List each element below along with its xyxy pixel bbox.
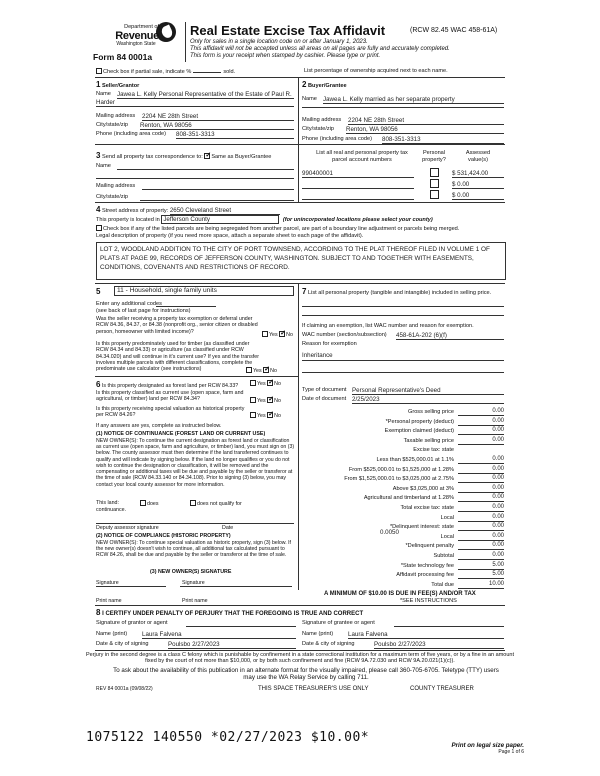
local-rate-field[interactable]: 0.0050	[380, 529, 399, 536]
assessed-value-1[interactable]: $ 531,424.00	[452, 170, 504, 178]
county-row: This property is located in Jefferson County (for unincorporated locations please select your county)	[96, 216, 433, 223]
q-current-use: Is this property classified as current use (open space, farm and agricultural, or timber) land per RCW 84.34?	[96, 390, 244, 403]
q-forest-options: Yes ✓ No	[250, 380, 298, 387]
calc-value-field[interactable]: 0.00	[458, 514, 504, 522]
notice-compliance-text: NEW OWNER(S): To continue special valuation as historic property, sign (3) below. If the new owner(s) doesn't wish to continue, all additional tax calculated pursuant to RCW 84.26, shall be due and payable by the seller or transferor at the time of sale.	[96, 540, 291, 559]
calc-value-field[interactable]: 0.00	[458, 475, 504, 483]
deputy-signature-label: Deputy assessor signature	[96, 525, 159, 531]
ownership-note: List percentage of ownership acquired next to each name.	[304, 68, 448, 74]
q-timber-options: Yes ✓ No	[246, 367, 296, 374]
doc-date-row: Date of document 2/25/2023	[302, 396, 504, 403]
exemption-yes-checkbox[interactable]	[262, 331, 268, 337]
partial-sale-row: Check box if partial sale, indicate % sold.	[96, 68, 276, 76]
grantor-signature-field[interactable]	[186, 620, 296, 627]
calc-value-field[interactable]: 0.00	[458, 542, 504, 550]
calc-label: Subtotal	[433, 553, 454, 559]
calc-label: *Personal property (deduct)	[385, 418, 454, 425]
calc-value-field[interactable]: 0.00	[458, 504, 504, 512]
calc-value-field[interactable]: 10.00	[458, 581, 504, 589]
forest-yes-checkbox[interactable]	[250, 380, 256, 386]
calc-value-field[interactable]	[458, 446, 504, 454]
corr-name-row: Name	[96, 163, 294, 170]
legal-description-field[interactable]: LOT 2, WOODLAND ADDITION TO THE CITY OF PORT TOWNSEND, ACCORDING TO THE PLAT THEREOF FILED IN VOLUME 1 OF PLATS AT PAGE 99, RECORDS OF JEFFERSON COUNTY, WASHINGTON. SUBJECT TO AND TOGETHER WITH EASEMENTS, CONDITIONS, COVENANTS AND RESTRICTIONS OF RECORD.	[96, 242, 506, 280]
parcel-number-1[interactable]: 990400001	[302, 170, 414, 178]
calc-label: Taxable selling price	[403, 437, 454, 444]
notice-continuance-text: NEW OWNER(S): To continue the current designation as forest land or classification as current use (open space, farm and agriculture, or timber) land, you must sign on (3) below. The county assessor must then determine if the land transferred continues to qualify and will indicate by signing below. If the land no longer qualifies or you do not wish to continue the designation or classification, it will be removed and the compensating or additional taxes will be due and payable by the seller or transferor at the time of sale (RCW 84.33.140 or 84.34.108). Prior to signing (3) below, you may contact your local county assessor for more information.	[96, 438, 295, 488]
current-use-no-checkbox[interactable]	[267, 397, 273, 403]
seller-name-field[interactable]: Jawea L. Kelly Personal Representative of the Estate of Paul R.	[117, 91, 294, 99]
calc-label: Local	[440, 514, 454, 521]
q-forest: 6 Is this property designated as forest land per RCW 84.33?	[96, 380, 239, 389]
grantee-name-field[interactable]: Laura Falvena	[348, 631, 504, 639]
calc-value-field[interactable]: 0.00	[458, 408, 504, 416]
county-select[interactable]: Jefferson County	[161, 215, 279, 224]
grantor-name-field[interactable]: Laura Falvena	[142, 631, 296, 639]
revenue-logo-text: Revenue	[115, 30, 159, 42]
historic-yes-checkbox[interactable]	[250, 412, 256, 418]
exemption-claim-label: If claiming an exemption, list WAC number and reason for exemption.	[302, 323, 474, 329]
revision-label: REV 84 0001a (09/08/22)	[96, 686, 153, 692]
corr-name-field[interactable]	[117, 163, 294, 170]
timber-no-checkbox[interactable]	[263, 367, 269, 373]
buyer-city-field[interactable]: Renton, WA 98056	[346, 126, 504, 134]
add-codes-row: Enter any additional codes	[96, 301, 294, 308]
calc-value-field[interactable]: 0.00	[458, 418, 504, 426]
reason-label: Reason for exemption	[302, 341, 357, 347]
cashier-stamp: 1075122 140550 *02/27/2023 $10.00*	[86, 730, 370, 745]
forest-no-checkbox[interactable]	[267, 380, 273, 386]
street-address-field[interactable]: 2650 Cleveland Street	[170, 207, 280, 215]
calc-label: *State technology fee	[400, 562, 454, 569]
calc-label: Less than $525,000.01 at 1.1%	[376, 457, 454, 463]
grantor-name-row: Name (print) Laura Falvena	[96, 631, 296, 638]
assessed-col-header: Assessed value(s)	[465, 150, 491, 163]
deputy-date-label: Date	[222, 525, 234, 531]
calc-value-field[interactable]: 0.00	[458, 456, 504, 464]
doc-type-row: Type of document Personal Representative's Deed	[302, 387, 504, 394]
note-3: This form is your receipt when stamped by cashier. Please type or print.	[190, 53, 381, 59]
exemption-no-checkbox[interactable]	[279, 331, 285, 337]
calc-value-field[interactable]: 0.00	[458, 485, 504, 493]
q-current-use-options: Yes ✓ No	[250, 397, 298, 404]
legal-paper-note: Print on legal size paper.	[451, 742, 524, 749]
personal-property-label: 7 List all personal property (tangible and intangible) included in selling price.	[302, 287, 492, 296]
corr-mail-row: Mailing address	[96, 183, 294, 190]
grantee-signature-field[interactable]	[394, 620, 504, 627]
seller-phone-field[interactable]: 808-351-3313	[176, 131, 294, 139]
buyer-phone-row: Phone (including area code) 808-351-3313	[302, 136, 504, 143]
dept-label: Department of	[124, 24, 159, 30]
grantee-date-city-field[interactable]: Poulsbo 2/27/2023	[374, 641, 504, 649]
correspondence-row: 3 Send all property tax correspondence to: ✓ Same as Buyer/Grantee	[96, 151, 296, 161]
buyer-heading: 2 Buyer/Grantee	[302, 80, 347, 89]
calc-label: Excise tax: state	[413, 447, 454, 454]
buyer-city-row: City/state/zip Renton, WA 98056	[302, 126, 504, 133]
assessed-value-3[interactable]: $ 0.00	[452, 192, 504, 200]
page-number: Page 1 of 6	[498, 749, 524, 755]
reason-field[interactable]: Inheritance	[302, 352, 504, 361]
land-use-select[interactable]: 11 - Household, single family units	[114, 286, 294, 296]
wac-number-field[interactable]: 458-61A-202 (6)(f)	[396, 332, 504, 340]
seller-name-row: Name Jawea L. Kelly Personal Representative of the Estate of Paul R.	[96, 91, 294, 98]
calc-label: Above $3,025,000 at 3%	[392, 485, 454, 492]
calc-label: *Delinquent penalty	[405, 543, 454, 550]
note-1: Only for sales in a single location code on or after January 1, 2023.	[190, 39, 368, 45]
form-title: Real Estate Excise Tax Affidavit	[190, 23, 386, 38]
document-type-field[interactable]: Personal Representative's Deed	[352, 387, 504, 395]
corr-city-field[interactable]	[140, 194, 294, 201]
calc-label: Affidavit processing fee	[396, 572, 454, 579]
see-back-note: (see back of last page for instructions)	[96, 308, 191, 314]
minimum-notice: A MINIMUM OF $10.00 IS DUE IN FEE(S) AND/OR TAX	[324, 591, 476, 597]
parcel-number-3[interactable]	[302, 192, 414, 200]
q-timber: Is this property predominately used for timber (as classified under RCW 84.34 and 84.33) or agriculture (as classified under RCW 84.34.020) and will continue in it's current use? If yes and the transfer involves multiple parcels with different classifications, complete the predominate use calculator (see instructions)	[96, 341, 259, 372]
calc-value-field[interactable]: 0.00	[458, 437, 504, 445]
seller-city-row: City/state/zip Renton, WA 98056	[96, 122, 294, 129]
wac-row: WAC number (section/subsection) 458-61A-202 (6)(f)	[302, 332, 504, 339]
segregated-checkbox[interactable]	[96, 225, 102, 231]
owner-print-label-2: Print name	[182, 598, 208, 604]
new-owner-signature-heading: (3) NEW OWNER(S) SIGNATURE	[150, 569, 232, 575]
calc-label: Total excise tax: state	[400, 505, 454, 511]
owner-print-label: Print name	[96, 598, 122, 604]
seller-name-field-2[interactable]: Harder	[96, 99, 294, 107]
calc-value-field[interactable]: 5.00	[458, 571, 504, 579]
see-instructions: *SEE INSTRUCTIONS	[400, 598, 457, 604]
grantor-date-city-field[interactable]: Poulsbo 2/27/2023	[168, 641, 296, 649]
calc-label: *Delinquent interest: state	[389, 524, 454, 531]
street-row: 4 Street address of property: 2650 Cleveland Street	[96, 205, 280, 215]
calc-label: Total due	[431, 581, 454, 588]
calc-value-field[interactable]: 5.00	[458, 562, 504, 570]
continuance-label: continuance.	[96, 507, 127, 513]
calc-label: From $1,525,000.01 to $3,025,000 at 2.75%	[344, 476, 454, 483]
calc-label: Local	[440, 533, 454, 540]
this-land-row: This land: does does not qualify for	[96, 500, 242, 507]
buyer-phone-field[interactable]: 808-351-3313	[382, 136, 504, 144]
assessed-value-2[interactable]: $ 0.00	[452, 181, 504, 189]
q-historic-options: Yes ✓ No	[250, 412, 298, 419]
personal-col-header: Personal property?	[422, 150, 446, 163]
personal-checkbox-2[interactable]	[430, 179, 439, 188]
legal-label: Legal description of property (if you need more space, attach a separate sheet to each page of the affidavit).	[96, 233, 364, 239]
certify-statement: 8 I CERTIFY UNDER PENALTY OF PERJURY THAT THE FOREGOING IS TRUE AND CORRECT	[96, 608, 364, 617]
calc-value-field[interactable]: 0.00	[458, 533, 504, 541]
partial-sale-checkbox[interactable]	[96, 68, 102, 74]
q-historic: Is this property receiving special valuation as historical property per RCW 84.26?	[96, 406, 245, 419]
calc-value-field[interactable]: 0.00	[458, 494, 504, 502]
q-exemption: Was the seller receiving a property tax exemption or deferral under RCW 84.36, 84.37, or 84.38 (nonprofit org., senior citizen or disabled person, homeowner with limited income)?	[96, 316, 258, 335]
calc-value-field[interactable]: 0.00	[458, 466, 504, 474]
calc-value-field[interactable]: 0.00	[458, 427, 504, 435]
grantor-date-row: Date & city of signing Poulsbo 2/27/2023	[96, 641, 296, 648]
document-date-field[interactable]: 2/25/2023	[352, 396, 504, 404]
calc-label: Gross selling price	[407, 409, 454, 415]
same-as-buyer-checkbox[interactable]	[204, 153, 210, 159]
notice-compliance-heading: (2) NOTICE OF COMPLIANCE (HISTORIC PROPERTY)	[96, 533, 231, 539]
seller-mail-field[interactable]: 2204 NE 28th Street	[142, 113, 294, 121]
form-statute: (RCW 82.45 WAC 458-61A)	[410, 27, 498, 34]
dor-logo-icon	[156, 22, 176, 42]
additional-codes-field[interactable]	[156, 301, 216, 307]
current-use-yes-checkbox[interactable]	[250, 397, 256, 403]
buyer-name-field[interactable]: Jawea L. Kelly married as her separate property	[323, 96, 504, 104]
perjury-notice: Perjury in the second degree is a class C felony which is punishable by confinement in a state correctional institution for a maximum term of five years, or by a fine in an amount fixed by the court of not more than $10,000, or by both such confinement and fine (RCW 9A.72.030 and RCW 9A.20.021(1)(c)).	[86, 652, 514, 665]
segregated-row: Check box if any of the listed parcels are being segregated from another parcel, are part of a boundary line adjustment or parcels being merged.	[96, 225, 506, 233]
seller-mail-row: Mailing address 2204 NE 28th Street	[96, 113, 294, 120]
calc-label: Agricultural and timberland at 1.28%	[363, 495, 454, 502]
alt-format-notice: To ask about the availability of this publication in an alternate format for the visually impaired, please call 360-705-6705. Teletype (TTY) users may use the WA Relay Service by calling 711.	[113, 667, 499, 682]
parcels-col-header: List all real and personal property tax parcel account numbers	[316, 150, 408, 163]
parcel-number-2[interactable]	[302, 181, 414, 189]
personal-checkbox-1[interactable]	[430, 168, 439, 177]
timber-yes-checkbox[interactable]	[246, 367, 252, 373]
calc-value-field[interactable]: 0.00	[458, 523, 504, 531]
buyer-mail-field[interactable]: 2204 NE 28th Street	[348, 117, 504, 125]
grantee-sig-row: Signature of grantee or agent	[302, 620, 504, 627]
corr-mail-field[interactable]	[142, 183, 294, 190]
owner-signature-label: Signature	[96, 580, 119, 586]
calc-label: From $525,000.01 to $1,525,000 at 1.28%	[348, 466, 454, 473]
buyer-mail-row: Mailing address 2204 NE 28th Street	[302, 117, 504, 124]
buyer-name-row: Name Jawea L. Kelly married as her separate property	[302, 96, 504, 103]
seller-heading: 1 Seller/Grantor	[96, 80, 140, 89]
if-any-note: If any answers are yes, complete as instructed below.	[96, 423, 222, 429]
treasurer-use-label: THIS SPACE TREASURER'S USE ONLY	[258, 686, 369, 692]
land-does-checkbox[interactable]	[140, 500, 146, 506]
grantee-date-row: Date & city of signing Poulsbo 2/27/2023	[302, 641, 504, 648]
county-treasurer-label: COUNTY TREASURER	[410, 686, 474, 692]
notice-continuance-heading: (1) NOTICE OF CONTINUANCE (FOREST LAND OR CURRENT USE)	[96, 431, 266, 437]
state-label: Washington State	[116, 41, 156, 47]
grantor-sig-row: Signature of grantor or agent	[96, 620, 296, 627]
seller-city-field[interactable]: Renton, WA 98056	[140, 122, 294, 130]
land-does-not-checkbox[interactable]	[190, 500, 196, 506]
historic-no-checkbox[interactable]	[267, 412, 273, 418]
q-exemption-options: Yes ✓ No	[262, 331, 300, 338]
note-2: This affidavit will not be accepted unless all areas on all pages are fully and accurately completed.	[190, 46, 450, 52]
seller-phone-row: Phone (including area code) 808-351-3313	[96, 131, 294, 138]
grantee-name-row: Name (print) Laura Falvena	[302, 631, 504, 638]
form-number: Form 84 0001a	[93, 52, 153, 62]
calc-value-field[interactable]: 0.00	[458, 552, 504, 560]
personal-checkbox-3[interactable]	[430, 190, 439, 199]
owner-signature-label-2: Signature	[182, 580, 205, 586]
corr-city-row: City/state/zip	[96, 194, 294, 201]
calc-label: Exemption claimed (deduct)	[384, 428, 454, 435]
